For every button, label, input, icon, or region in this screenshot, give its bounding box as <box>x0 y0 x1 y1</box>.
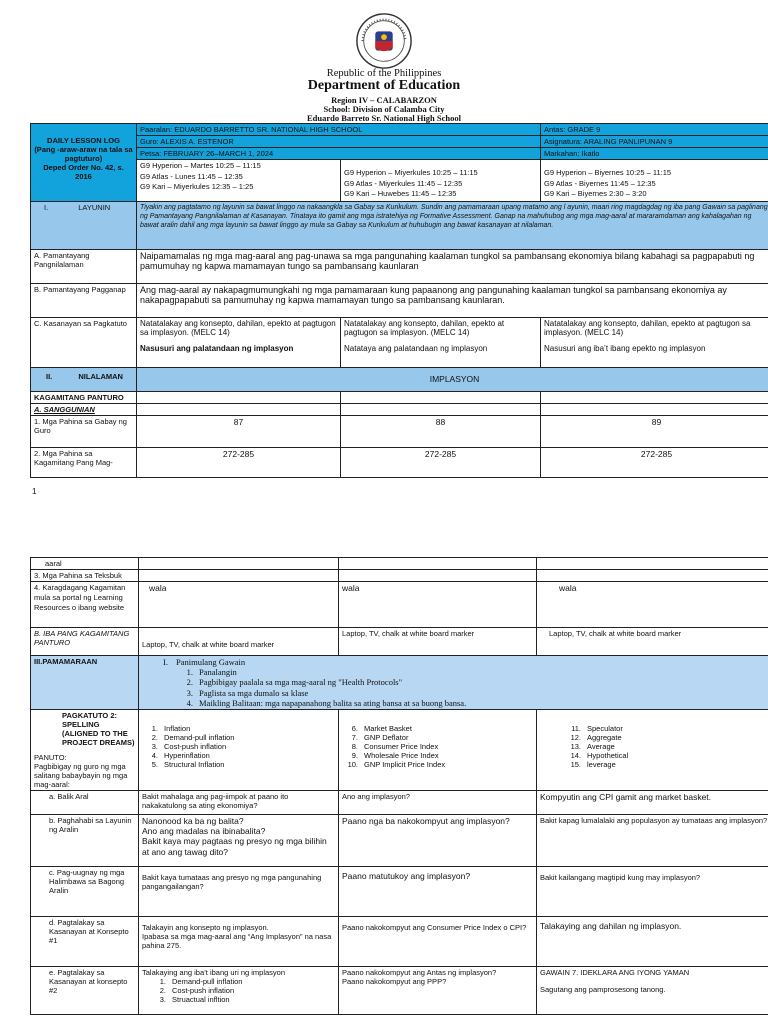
panimula-number: I. <box>163 657 168 667</box>
layunin-label: LAYUNIN <box>78 202 111 212</box>
spelling-word: 3. Cost-push inflation <box>151 742 227 751</box>
kasanayan-col2 <box>341 317 541 367</box>
pamantayang-pangnilalaman-text: Naipamamalas ng mga mag-aaral ang pag-unawa sa mga pangunahing kaalaman tungkol sa pambansang ekonomiya bilang kabahagi sa pagpapabuti ng pamumuhay ng kapwa mamamayan tungo sa pambansang kaunlaran <box>137 249 768 283</box>
region-text: Region IV – CALABARZON <box>331 95 437 105</box>
gabay-guro-label: 1. Mga Pahina sa Gabay ng Guro <box>31 415 137 447</box>
schedule-line: G9 Atlas - Biyernes 11:45 – 12:35 <box>544 178 656 188</box>
iba-pang-val: Laptop, TV, chalk at white board marker <box>139 628 339 656</box>
kasanayan-sub: Nasusuri ang iba’t ibang epekto ng implasyon <box>544 343 706 353</box>
spelling-word: 13. Average <box>570 742 615 751</box>
panuto-text: Pagbibigay ng guro ng mga salitang babaybayin ng mga mag-aaral: <box>34 762 128 789</box>
schedule-col2 <box>341 160 541 202</box>
kagamitang-panturo-label: KAGAMITANG PANTURO <box>31 391 137 403</box>
pagtalakay2-col1: Talakaying ang iba’t ibang uri ng implasyon 1. Demand-pull inflation 2. Cost-push inflation 3. Struactual infltion <box>139 967 339 1015</box>
deped-order: Deped Order No. 42, s. 2016 <box>43 163 124 181</box>
karagdagang-kagamitan-label: 4. Karagdagang Kagamitan mula sa portal ng Learning Resources o ibang website <box>31 582 139 628</box>
pagtalakay1-col1: Talakayin ang konsepto ng implasyon. Ipabasa sa mga mag-aaral ang “Ang Implasyon” na nasa pahina 275. <box>139 917 339 967</box>
spelling-col2 <box>339 710 537 791</box>
department-title: Department of Education <box>307 78 461 93</box>
pamantayang-pagganap-text: Ang mag-aaral ay nakapagmumungkahi ng mga pamamaraan kung papaanong ang pangunahing kaalaman tungkol sa pambansang ekonomiya ay nakapagpapabuti sa pamumuhay ng kapwa mamamayan tungo sa pambansang kaunlaran. <box>137 283 768 317</box>
pag-uugnay-label: c. Pag-uugnay ng mga Halimbawa sa Bagong Aralin <box>31 867 139 917</box>
pamamaraan-label: III.PAMAMARAAN <box>31 656 139 710</box>
school-text: Eduardo Barreto Sr. National High School <box>307 113 461 123</box>
pagtalakay1-col3: Talakaying ang dahilan ng implasyon. <box>537 917 768 967</box>
pagkatuto-cell <box>31 710 139 791</box>
balik-aral-val: Bakit mahalaga ang pag-iimpok at paano ito nakakatulong sa ating ekonomiya? <box>139 791 339 815</box>
teksbuk-label: 3. Mga Pahina sa Teksbuk <box>31 570 139 582</box>
kasanayan-sub: Natataya ang palatandaan ng implasyon <box>344 343 488 353</box>
deped-seal-icon <box>355 12 413 70</box>
schedule-line: G9 Hyperion – Miyerkules 10:25 – 11:15 <box>344 168 478 177</box>
spelling-word: 4. Hyperinflation <box>151 751 210 760</box>
nilalaman-label-cell <box>31 367 137 391</box>
kasanayan-text: Natatalakay ang konsepto, dahilan, epekto at pagtugon sa implasyon. (MELC 14) <box>140 318 336 338</box>
schedule-line: G9 Kari – Huwebes 11:45 – 12:35 <box>344 189 457 198</box>
pagtalakay1-label: d. Pagtalakay sa Kasanayan at Konsepto #1 <box>31 917 139 967</box>
asignatura-cell: Asignatura: ARALING PANLIPUNAN 9 <box>541 136 768 148</box>
schedule-line: G9 Kari – Biyernes 2:30 – 3:20 <box>544 189 647 198</box>
spelling-word: 6. Market Basket <box>351 724 412 733</box>
pagtalakay2-label: e. Pagtalakay sa Kasanayan at konsepto #2 <box>31 967 139 1015</box>
layunin-text: Tiyakin ang pagtatamo ng layunin sa bawat linggo na nakaangkla sa Gabay sa Kurikulum. Sundin ang pamamaraan upang matamo ang l ayunin, maari ring magdagdag ng iba pang Gawain sa paglinang ng Pamantayang Pangnilalaman at Kasanayan. Tinataya ito gamit ang mga istratehiya ng Formative Assessment. Ganap na mahuhubog ang mga mag-aaral at mararamdaman ang kahalagahan ng bawat aralin dahil ang mga layunin sa bawat linggo ay mula sa Gabay sa Kurikulum at huhubugin ang bawat kasanayan at nilalaman. <box>137 201 768 249</box>
panimulang-gawain-cell <box>139 656 768 710</box>
petsa-cell: Petsa: FEBRUARY 26–MARCH 1, 2024 <box>137 148 541 160</box>
spelling-word: 11. Speculator <box>571 724 623 733</box>
paghahabi-col2: Paano nga ba nakokompyut ang implasyon? <box>339 815 537 867</box>
kasanayan-sub: Nasusuri ang palatandaan ng implasyon <box>140 343 294 353</box>
pag-uugnay-val: Paano matutukoy ang implasyon? <box>339 867 537 917</box>
paghahabi-label: b. Paghahabi sa Layunin ng Aralin <box>31 815 139 867</box>
panimula-title: Panimulang Gawain <box>175 657 246 667</box>
layunin-label-cell <box>31 201 137 249</box>
nilalaman-number: II. <box>46 371 53 381</box>
paghahabi-col1: Nanonood ka ba ng balita? Ano ang madalas na ibinabalita? Bakit kaya may pagtaas ng presyo ng mga bilihin at ano ang tawag dito? <box>139 815 339 867</box>
spelling-word: 5. Structural Inflation <box>151 760 225 769</box>
dll-table-page2 <box>30 557 768 1015</box>
karagdagang-val: wala <box>339 582 537 628</box>
pagkatuto-title: PAGKATUTO 2: SPELLING (ALIGNED TO THE PROJECT DREAMS) <box>62 711 135 747</box>
sanggunian-label: A. SANGGUNIAN <box>31 403 137 415</box>
kasanayan-col1 <box>137 317 341 367</box>
spelling-word: 1. Inflation <box>151 724 191 733</box>
uri-item: 3. Struactual infltion <box>159 995 230 1004</box>
schedule-line: G9 Kari – Miyerkules 12:35 – 1:25 <box>140 182 254 191</box>
paghahabi-col3: Bakit kapag lumalalaki ang populasyon ay tumataas ang implasyon? <box>537 815 768 867</box>
kasanayan-label: C. Kasanayan sa Pagkatuto <box>31 317 137 367</box>
spelling-word: 9. Wholesale Price Index <box>351 751 439 760</box>
iba-pang-val: Laptop, TV, chalk at white board marker <box>537 628 768 656</box>
gabay-guro-val: 87 <box>137 415 341 447</box>
markahan-cell: Markahan: Ikatlo <box>541 148 768 160</box>
layunin-number: I. <box>44 202 49 212</box>
schedule-line: G9 Hyperion – Martes 10:25 – 11:15 <box>140 161 261 170</box>
panimula-item: 3. Paglista sa mga dumalo sa klase <box>186 687 309 698</box>
kagamitang-mag-aaral-label: 2. Mga Pahina sa Kagamitang Pang Mag- <box>31 447 137 477</box>
pagtalakay1-col2: Paano nakokompyut ang Consumer Price Index o CPI? <box>339 917 537 967</box>
karagdagang-val: wala <box>139 582 339 628</box>
republic-text: Republic of the Philippines <box>326 68 442 79</box>
spelling-word: 14. Hypothetical <box>570 751 629 760</box>
kasanayan-text: Natatalakay ang konsepto, dahilan, epekto at pagtugon sa implasyon. (MELC 14) <box>344 318 505 338</box>
spelling-word: 10. GNP Implicit Price Index <box>347 760 446 769</box>
nilalaman-label: NILALAMAN <box>78 371 123 381</box>
gabay-guro-val: 88 <box>341 415 541 447</box>
uri-item: 2. Cost-push inflation <box>159 986 235 995</box>
panimula-item: 1. Panalangin <box>186 667 237 678</box>
aaral-label: aaral <box>31 558 139 570</box>
spelling-word: 2. Demand-pull inflation <box>151 733 235 742</box>
antas-cell: Antas: GRADE 9 <box>541 124 768 136</box>
balik-aral-label: a. Balik Aral <box>31 791 139 815</box>
pamantayang-pagganap-label: B. Pamantayang Pagganap <box>31 283 137 317</box>
pagtalakay2-col2: Paano nakokompyut ang Antas ng implasyon? Paano nakokompyut ang PPP? <box>339 967 537 1015</box>
spelling-col3 <box>537 710 768 791</box>
page-number: 1 <box>32 487 37 496</box>
panimula-item: 4. Maikling Balitaan: mga napapanahong balita sa ating bansa at sa buong bansa. <box>186 697 467 708</box>
balik-aral-val: Kompyutin ang CPI gamit ang market basket. <box>537 791 768 815</box>
dll-table-page1 <box>30 123 768 478</box>
schedule-line: G9 Atlas - Miyerkules 11:45 – 12:35 <box>344 178 463 188</box>
guro-cell: Guro: ALEXIS A. ESTENOR <box>137 136 541 148</box>
spelling-col1 <box>139 710 339 791</box>
spelling-word: 8. Consumer Price Index <box>351 742 439 751</box>
nilalaman-text: IMPLASYON <box>137 367 768 391</box>
spelling-word: 15. leverage <box>570 760 616 769</box>
panuto-label: PANUTO: <box>34 753 67 762</box>
division-text: School: Division of Calamba City <box>323 104 445 114</box>
dll-title-cell <box>31 124 137 202</box>
pag-uugnay-val: Bakit kailangang magtipid kung may implasyon? <box>537 867 768 917</box>
pag-uugnay-val: Bakit kaya tumataas ang presyo ng mga pangunahing pangangailangan? <box>139 867 339 917</box>
karagdagang-val: wala <box>537 582 768 628</box>
spelling-word: 12. Aggregate <box>570 733 622 742</box>
panimula-item: 2. Pagbibigay paalala sa mga mag-aaral ng "Health Protocols" <box>186 677 403 688</box>
iba-pang-kagamitan-label: B. IBA PANG KAGAMITANG PANTURO <box>31 628 139 656</box>
kasanayan-text: Natatalakay ang konsepto, dahilan, epekto at pagtugon sa implasyon. (MELC 14) <box>544 318 751 338</box>
pagtalakay2-col3: GAWAIN 7. IDEKLARA ANG IYONG YAMAN Sagutang ang pamprosesong tanong. <box>537 967 768 1015</box>
paaralan-cell: Paaralan: EDUARDO BARRETTO SR. NATIONAL HIGH SCHOOL <box>137 124 541 136</box>
kagamitang-val: 272-285 <box>541 447 768 477</box>
schedule-line: G9 Hyperion – Biyernes 10:25 – 11:15 <box>544 168 672 177</box>
pamantayang-pangnilalaman-label: A. Pamantayang Pangnilalaman <box>31 249 137 283</box>
kagamitang-val: 272-285 <box>137 447 341 477</box>
kagamitang-val: 272-285 <box>341 447 541 477</box>
kasanayan-col3 <box>541 317 768 367</box>
spelling-word: 7. GNP Deflator <box>351 733 409 742</box>
iba-pang-val: Laptop, TV, chalk at white board marker <box>339 628 537 656</box>
dll-title: DAILY LESSON LOG <box>47 136 120 145</box>
balik-aral-val: Ano ang implasyon? <box>339 791 537 815</box>
schedule-col3 <box>541 160 768 202</box>
schedule-line: G9 Atlas - Lunes 11:45 – 12:35 <box>140 171 243 181</box>
uri-item: 1. Demand-pull inflation <box>159 977 243 986</box>
dll-subtitle: (Pang -araw-araw na tala sa pagtuturo) <box>34 145 133 163</box>
gabay-guro-val: 89 <box>541 415 768 447</box>
schedule-col1 <box>137 160 341 202</box>
